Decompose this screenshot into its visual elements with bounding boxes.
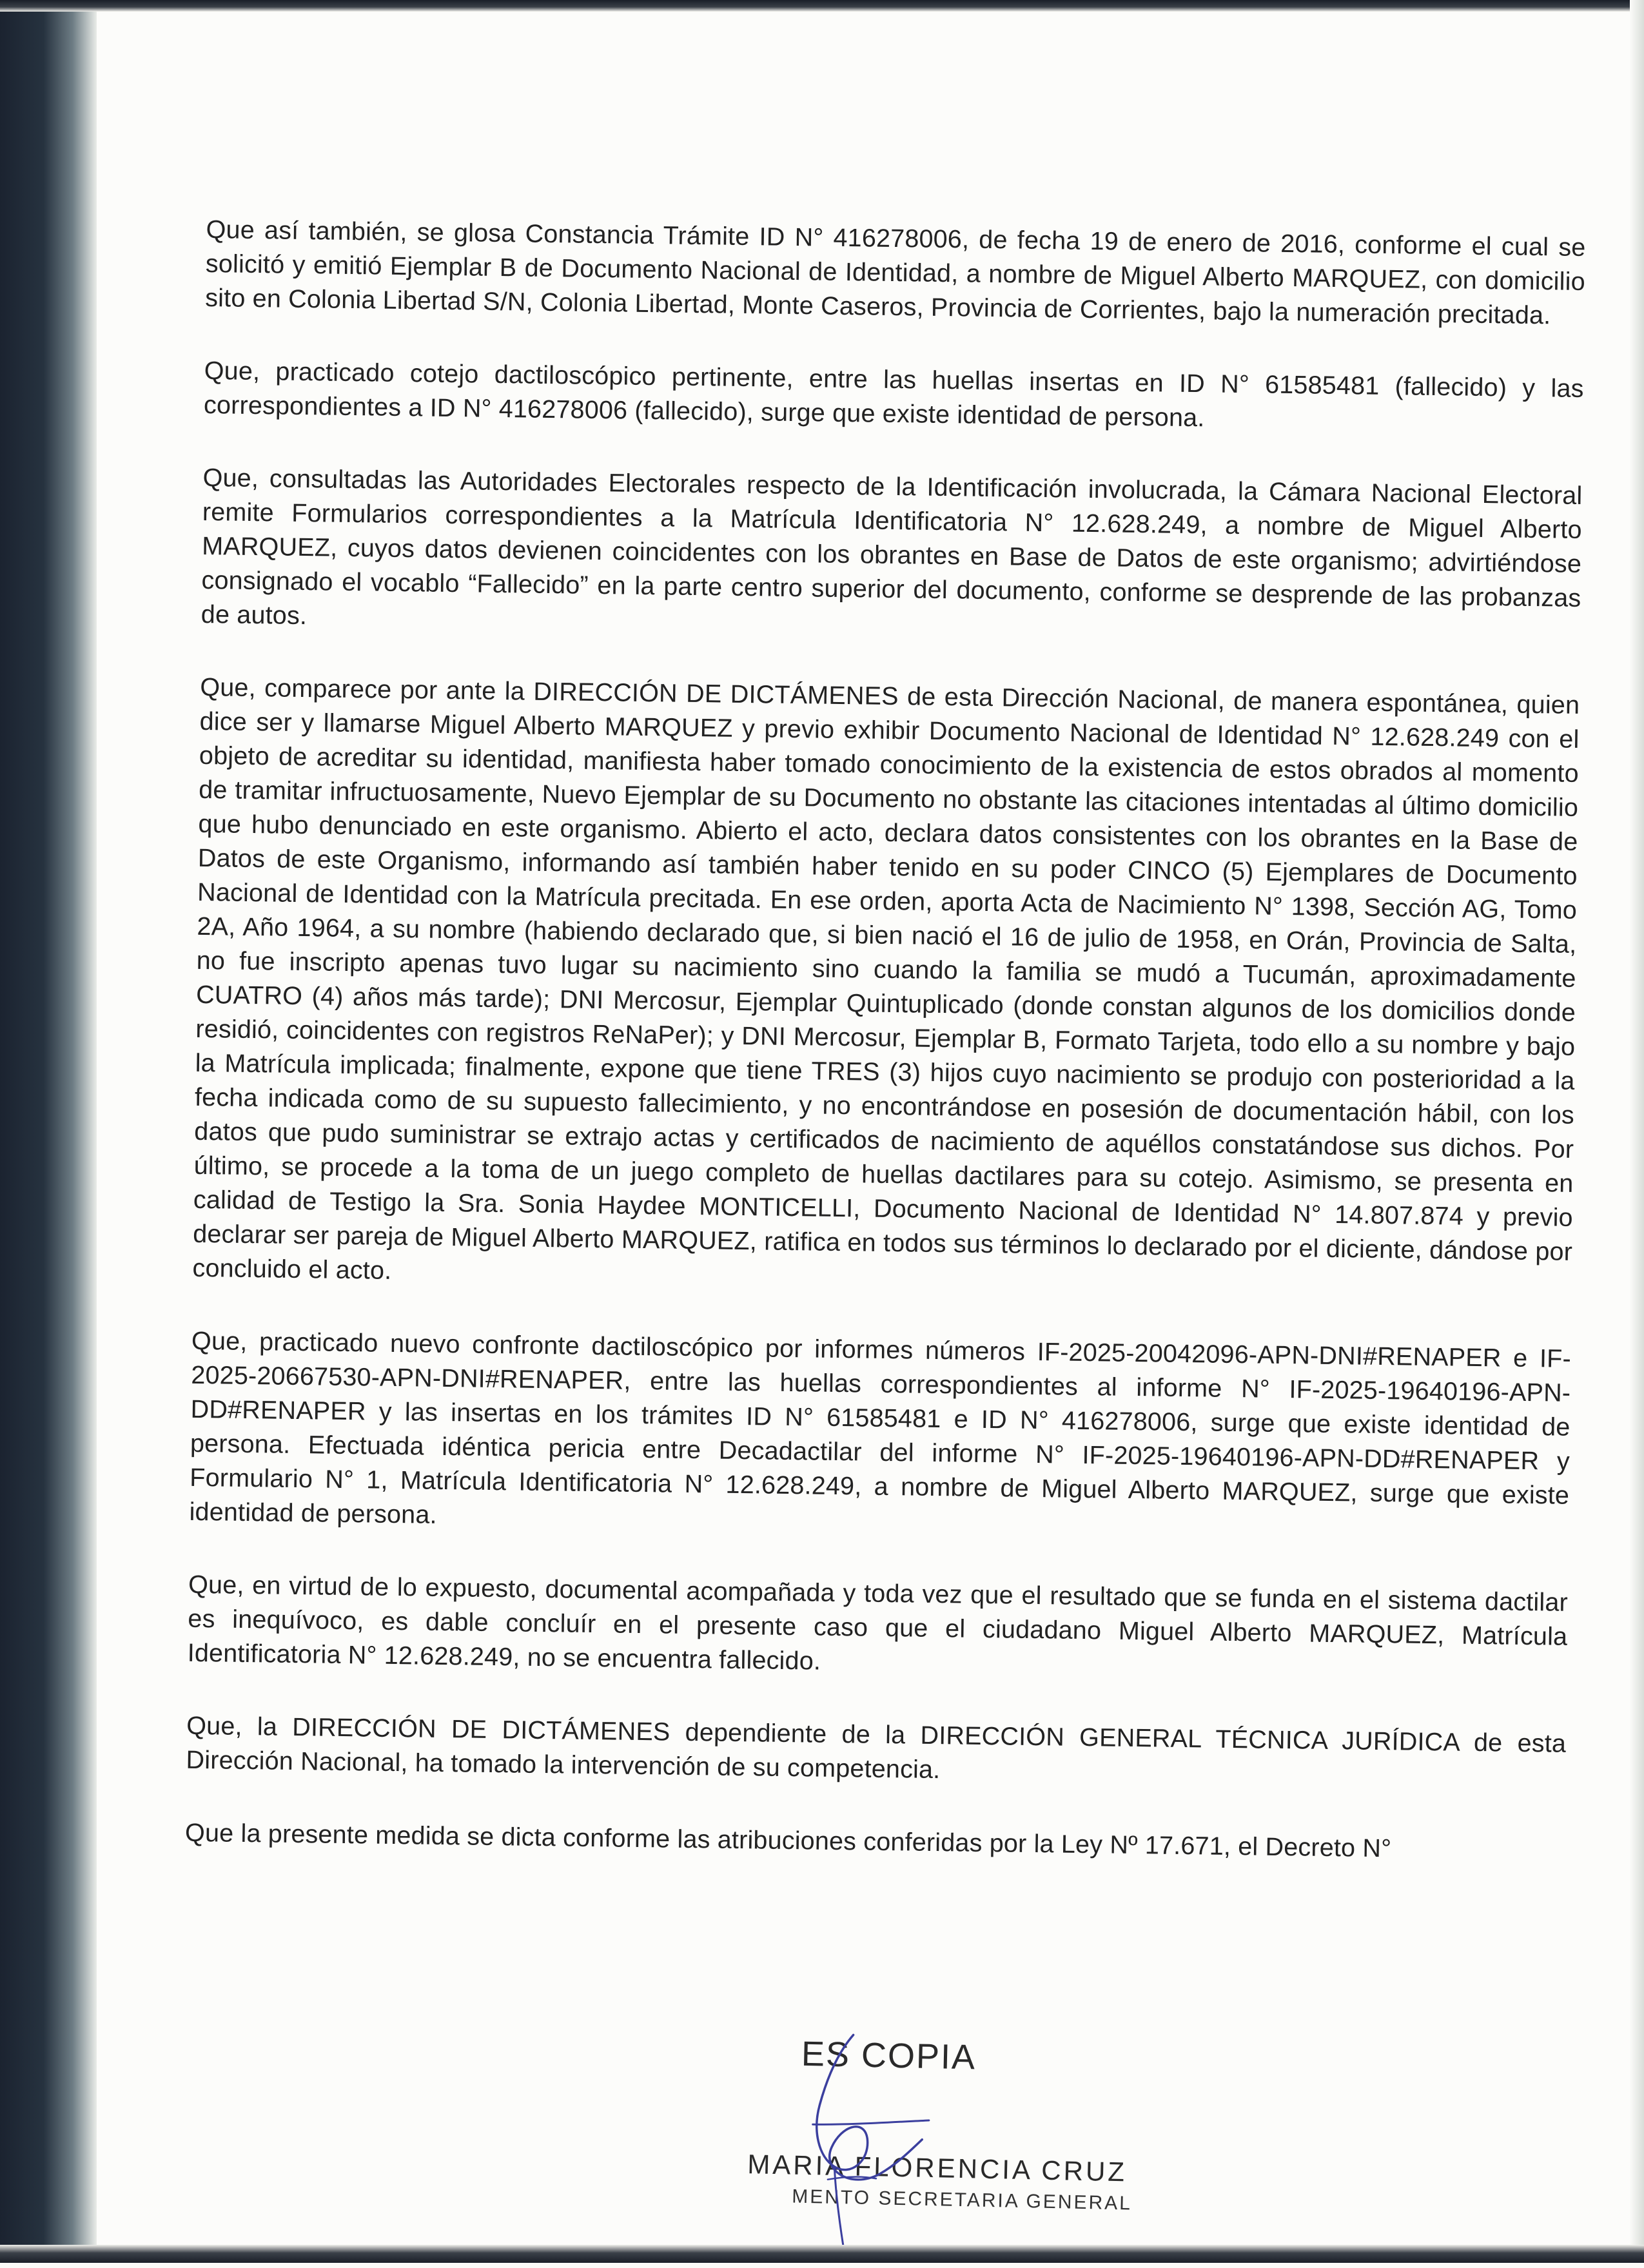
scan-top-edge: [0, 0, 1644, 12]
stamp-signer-name: MARIA FLORENCIA CRUZ: [747, 2149, 1128, 2187]
scan-bottom-edge: [0, 2245, 1644, 2263]
paragraph-comparecencia: Que, comparece por ante la DIRECCIÓN DE DICTÁMENES de esta Dirección Nacional, de manera espontánea, quien dice ser y llamarse Miguel Alberto MARQUEZ y previo exhibir Documento Nacional de Identidad N° 12.628.249 con el objeto de acreditar su identidad, manifiesta haber tomado conocimiento de la existencia de estos obrados al momento de tramitar infructuosamente, Nuevo Ejemplar de su Documento no obstante las citaciones intentadas al último domicilio que hubo denunciado en este organismo. Abierto el acto, declara datos consistentes con los obrantes en la Base de Datos de este Organismo, informando así también haber tenido en su poder CINCO (5) Ejemplares de Documento Nacional de Identidad con la Matrícula precitada. En ese orden, aporta Acta de Nacimiento N° 1398, Sección AG, Tomo 2A, Año 1964, a su nombre (habiendo declarado que, si bien nació el 16 de julio de 1958, en Orán, Provincia de Salta, no fue inscripto apenas tuvo lugar su nacimiento sino cuando la familia se mudó a Tucumán, aproximadamente CUATRO (4) años más tarde); DNI Mercosur, Ejemplar Quintuplicado (donde constan algunos de los domicilios donde residió, coincidentes con registros ReNaPer); y DNI Mercosur, Ejemplar B, Formato Tarjeta, todo ello a su nombre y bajo la Matrícula implicada; finalmente, expone que tiene TRES (3) hijos cuyo nacimiento se produjo con posterioridad a la fecha indicada como de su supuesto fallecimiento, y no encontrándose en posesión de documentación hábil, con los datos que pudo suministrar se extrajo actas y certificados de nacimiento de aquéllos constatándose sus dichos. Por último, se procede a la toma de un juego completo de huellas dactilares para su cotejo. Asimismo, se presenta en calidad de Testigo la Sra. Sonia Haydee MONTICELLI, Documento Nacional de Identidad N° 14.807.874 y previo declarar ser pareja de Miguel Alberto MARQUEZ, ratifica en todos sus términos lo declarado por el diciente, dándose por concluido el acto.: [192, 672, 1580, 1285]
paragraph-cotejo-dactiloscopico: Que, practicado cotejo dactiloscópico pertinente, entre las huellas insertas en ID N° 61585481 (fallecido) y las correspondientes a ID N° 416278006 (fallecido), surge que existe identidad de persona.: [203, 356, 1584, 433]
paragraph-atribuciones: Que la presente medida se dicta conforme las atribuciones conferidas por la Ley Nº 17.671, el Decreto N°: [184, 1818, 1392, 1863]
paragraph-constancia-tramite: Que así también, se glosa Constancia Trámite ID N° 416278006, de fecha 19 de enero de 2016, conforme el cual se solicitó y emitió Ejemplar B de Documento Nacional de Identidad, a nombre de Miguel Alberto MARQUEZ, con domicilio sito en Colonia Libertad S/N, Colonia Libertad, Monte Caseros, Provincia de Corrientes, bajo la numeración precitada.: [204, 215, 1586, 330]
scan-left-edge: [0, 0, 97, 2263]
document-body: [185, 213, 1586, 1868]
paragraph-intervencion-dictamenes: Que, la DIRECCIÓN DE DICTÁMENES dependiente de la DIRECCIÓN GENERAL TÉCNICA JURÍDICA de esta Dirección Nacional, ha tomado la intervención de su competencia.: [186, 1711, 1567, 1784]
paragraph-autoridades-electorales: Que, consultadas las Autoridades Electorales respecto de la Identificación involucrada, la Cámara Nacional Electoral remite Formularios correspondientes a la Matrícula Identificatoria N° 12.628.249, a nombre de Miguel Alberto MARQUEZ, cuyos datos devienen coincidentes con los obrantes en Base de Datos de este organismo; advirtiéndose consignado el vocablo “Fallecido” en la parte centro superior del documento, conforme se desprende de las probanzas de autos.: [201, 463, 1583, 631]
certification-stamp: [713, 2026, 1208, 2268]
stamp-signer-role: MENTO SECRETARIA GENERAL: [791, 2185, 1133, 2214]
paragraph-conclusion: Que, en virtud de lo expuesto, documental acompañada y toda vez que el resultado que se funda en el sistema dactilar es inequívoco, es dable concluír en el presente caso que el ciudadano Miguel Alberto MARQUEZ, Matrícula Identificatoria N° 12.628.249, no se encuentra fallecido.: [187, 1570, 1569, 1676]
scan-right-edge: [1630, 0, 1644, 2263]
handwritten-signature: [713, 2026, 1208, 2268]
paragraph-nuevo-confronte: Que, practicado nuevo confronte dactiloscópico por informes números IF-2025-20042096-APN-DNI#RENAPER e IF-2025-20667530-APN-DNI#RENAPER, entre las huellas correspondientes al informe N° IF-2025-19640196-APN-DD#RENAPER y las insertas en los trámites ID N° 61585481 e ID N° 416278006, surge que existe identidad de persona. Efectuada idéntica pericia entre Decadactilar del informe N° IF-2025-19640196-APN-DD#RENAPER y Formulario N° 1, Matrícula Identificatoria N° 12.628.249, a nombre de Miguel Alberto MARQUEZ, surge que existe identidad de persona.: [189, 1326, 1572, 1529]
stamp-heading: ES COPIA: [801, 2034, 977, 2077]
